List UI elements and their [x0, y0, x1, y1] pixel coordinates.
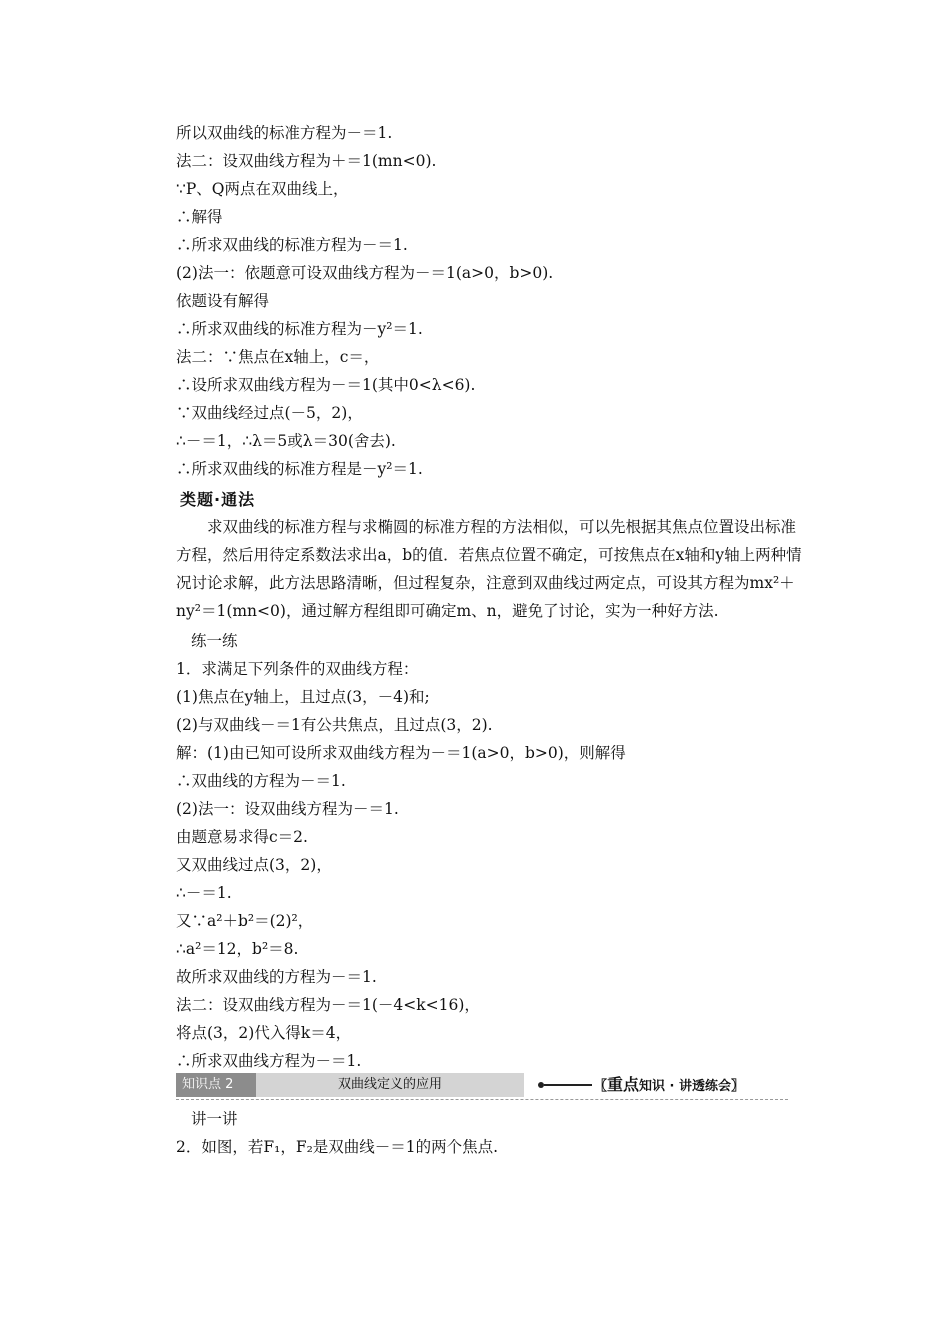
- section-emphasis: 重点: [607, 1075, 640, 1094]
- divider: [544, 1084, 592, 1086]
- practice-label: 练一练: [191, 632, 238, 650]
- text-line: ∴解得: [176, 208, 223, 226]
- text-line: 故所求双曲线的方程为－＝1.: [176, 968, 377, 986]
- section-tag: 知识点 2: [176, 1073, 256, 1097]
- text-line: ∴设所求双曲线方程为－＝1(其中0<λ<6).: [176, 376, 476, 394]
- text-line: ∴a²＝12，b²＝8.: [176, 940, 299, 958]
- text-line: ∴双曲线的方程为－＝1.: [176, 772, 346, 790]
- text-line: ∴所求双曲线方程为－＝1.: [176, 1052, 362, 1070]
- text-line: ∵双曲线经过点(－5，2)，: [176, 404, 363, 422]
- text-line: 又双曲线过点(3，2)，: [176, 856, 332, 874]
- text-line: 法二：设双曲线方程为－＝1(－4<k<16)，: [176, 996, 480, 1014]
- text-line: 解：(1)由已知可设所求双曲线方程为－＝1(a>0，b>0)，则解得: [176, 744, 626, 762]
- lecture-label: 讲一讲: [191, 1110, 238, 1128]
- text-line: 法二：设双曲线方程为＋＝1(mn<0).: [176, 152, 437, 170]
- text-line: ∴所求双曲线的标准方程为－y²＝1.: [176, 320, 423, 338]
- method-heading: 类题·通法: [180, 490, 256, 509]
- text-line: ∴所求双曲线的标准方程是－y²＝1.: [176, 460, 423, 478]
- text-line: 1．求满足下列条件的双曲线方程：: [176, 660, 419, 678]
- text-line: (2)法一：设双曲线方程为－＝1.: [176, 800, 399, 818]
- divider: [176, 1099, 788, 1100]
- section-bar: [176, 1073, 788, 1097]
- text-line: (2)法一：依题意可设双曲线方程为－＝1(a>0，b>0).: [176, 264, 554, 282]
- text-line: 由题意易求得c＝2.: [176, 828, 308, 846]
- section-subtitle-rest: 知识 · 讲透练会〗: [639, 1079, 745, 1094]
- text-line: 依题设有解得: [176, 292, 270, 310]
- text-line: 又∵a²＋b²＝(2)²，: [176, 912, 314, 930]
- text-line: 2．如图，若F₁，F₂是双曲线－＝1的两个焦点.: [176, 1138, 499, 1156]
- text-line: ∵P、Q两点在双曲线上，: [176, 180, 349, 198]
- text-line: ∴－＝1.: [176, 884, 232, 902]
- section-subtitle: [594, 1073, 744, 1097]
- text-line: 所以双曲线的标准方程为－＝1.: [176, 124, 393, 142]
- text-line: 将点(3，2)代入得k＝4，: [176, 1024, 352, 1042]
- section-title: 双曲线定义的应用: [256, 1073, 524, 1097]
- text-line: 法二：∵焦点在x轴上，c＝，: [176, 348, 380, 366]
- method-paragraph: 求双曲线的标准方程与求椭圆的标准方程的方法相似，可以先根据其焦点位置设出标准方程，然后用待定系数法求出a，b的值．若焦点位置不确定，可按焦点在x轴和y轴上两种情况讨论求解，此方法思路清晰，但过程复杂，注意到双曲线过两定点，可设其方程为mx²＋ny²＝1(mn<0)，通过解方程组即可确定m、n，避免了讨论，实为一种好方法.: [176, 518, 802, 620]
- text-line: (2)与双曲线－＝1有公共焦点，且过点(3，2).: [176, 716, 493, 734]
- bracket-open: 〖: [594, 1079, 608, 1094]
- text-line: (1)焦点在y轴上，且过点(3，－4)和;: [176, 688, 430, 706]
- text-line: ∴－＝1，∴λ＝5或λ＝30(舍去).: [176, 432, 396, 450]
- text-line: ∴所求双曲线的标准方程为－＝1.: [176, 236, 408, 254]
